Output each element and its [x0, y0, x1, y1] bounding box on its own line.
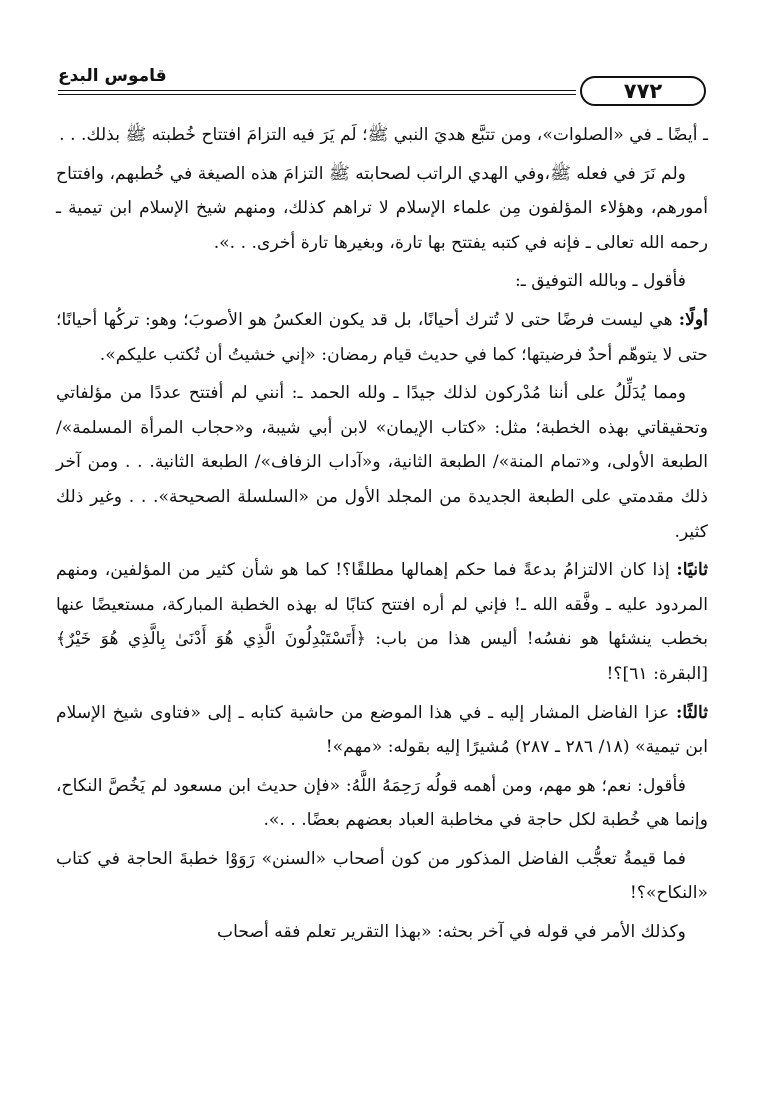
paragraph	[56, 553, 708, 691]
paragraph-lead: ثالثًا:	[675, 702, 708, 723]
paragraph-text: فأقول: نعم؛ هو مهم، ومن أهمه قولُه رَحِمَهُ اللَّهُ: «فإن حديث ابن مسعود لم يَخُصَّ النكاح، وإنما هي خُطبة لكل حاجة في مخاطبة العباد بعضهم بعضًا. . .».	[56, 775, 708, 831]
paragraph-text: هي ليست فرضًا حتى لا تُترك أحيانًا، بل قد يكون العكسُ هو الأصوبَ؛ وهو: تركُها أحيانًا؛ حتى لا يتوهّم أحدٌ فرضيتها؛ كما في حديث قيام رمضان: «إني خشيتُ أن تُكتب عليكم».	[56, 309, 708, 365]
paragraph	[56, 157, 708, 261]
paragraph	[56, 264, 708, 299]
body-text	[56, 118, 708, 954]
paragraph	[56, 769, 708, 838]
paragraph-text: فأقول ـ وبالله التوفيق ـ:	[514, 271, 686, 292]
book-title: قاموس البدع	[58, 66, 167, 86]
paragraph-text: فما قيمةُ تعجُّب الفاضل المذكور من كون أصحاب «السنن» رَوَوْا خطبةَ الحاجة في كتاب «النكاح»؟!	[56, 848, 708, 904]
paragraph-text: وكذلك الأمر في قوله في آخر بحثه: «بهذا التقرير تعلم فقه أصحاب	[216, 922, 686, 943]
page-number: ٧٧٢	[580, 76, 706, 106]
paragraph-text: إذا كان الالتزامُ بدعةً فما حكم إهمالها مطلقًا؟! كما هو شأن كثير من المؤلفين، ومنهم المردود عليه ـ وفَّقه الله ـ! فإني لم أره افتتح كتابًا له بهذه الخطبة المباركة، مستعيضًا عنها بخطب ينشئها هو نفسُه! أليس هذا من باب: ﴿أَتَسْتَبْدِلُونَ الَّذِي هُوَ أَدْنَىٰ بِالَّذِي هُوَ خَيْرٌ﴾ [البقرة: ٦١]؟!	[56, 560, 708, 684]
page-header	[58, 62, 706, 106]
paragraph-text: ولم نَرَ في فعله ﷺ،وفي الهدي الراتب لصحابته ﷺ التزامَ هذه الصيغة في خُطبهم، وافتتاح أمورهم، وهؤلاء المؤلفون مِن علماء الإسلام لا تراهم كذلك، ومنهم شيخ الإسلام ابن تيمية ـ رحمه الله تعالى ـ فإنه في كتبه يفتتح بها تارة، وبغيرها تارة أخرى. . .».	[56, 163, 708, 253]
paragraph	[56, 915, 708, 950]
paragraph	[56, 118, 708, 153]
paragraph	[56, 842, 708, 911]
paragraph-text: عزا الفاضل المشار إليه ـ في هذا الموضع من حاشية كتابه ـ إلى «فتاوى شيخ الإسلام ابن تيمية» (١٨/ ٢٨٦ ـ ٢٨٧) مُشيرًا إليه بقوله: «مهم»!	[56, 702, 708, 758]
paragraph	[56, 303, 708, 372]
header-rule-thin	[58, 94, 576, 95]
paragraph-text: ـ أيضًا ـ في «الصلوات»، ومن تتبَّع هديَ النبي ﷺ؛ لَم يَرَ فيه التزامَ افتتاح خُطبته ﷺ بذلك. . .	[59, 125, 708, 145]
paragraph-text: ومما يُدَلِّلُ على أننا مُدْركون لذلك جيدًا ـ ولله الحمد ـ: أنني لم أفتتح عددًا من مؤلفاتي وتحقيقاتي بهذه الخطبة؛ مثل: «كتاب الإيمان» لابن أبي شيبة، و«حجاب المرأة المسلمة»/ الطبعة الأولى، و«تمام المنة»/ الطبعة الثانية، و«آداب الزفاف»/ الطبعة الثانية. . . ومن آخر ذلك مقدمتي على الطبعة الجديدة من المجلد الأول من «السلسلة الصحيحة». . . وغير ذلك كثير.	[56, 383, 708, 542]
paragraph	[56, 376, 708, 549]
header-rule	[58, 90, 576, 91]
paragraph	[56, 696, 708, 765]
paragraph-lead: أولًا:	[678, 309, 708, 330]
paragraph-lead: ثانيًا:	[676, 560, 708, 581]
